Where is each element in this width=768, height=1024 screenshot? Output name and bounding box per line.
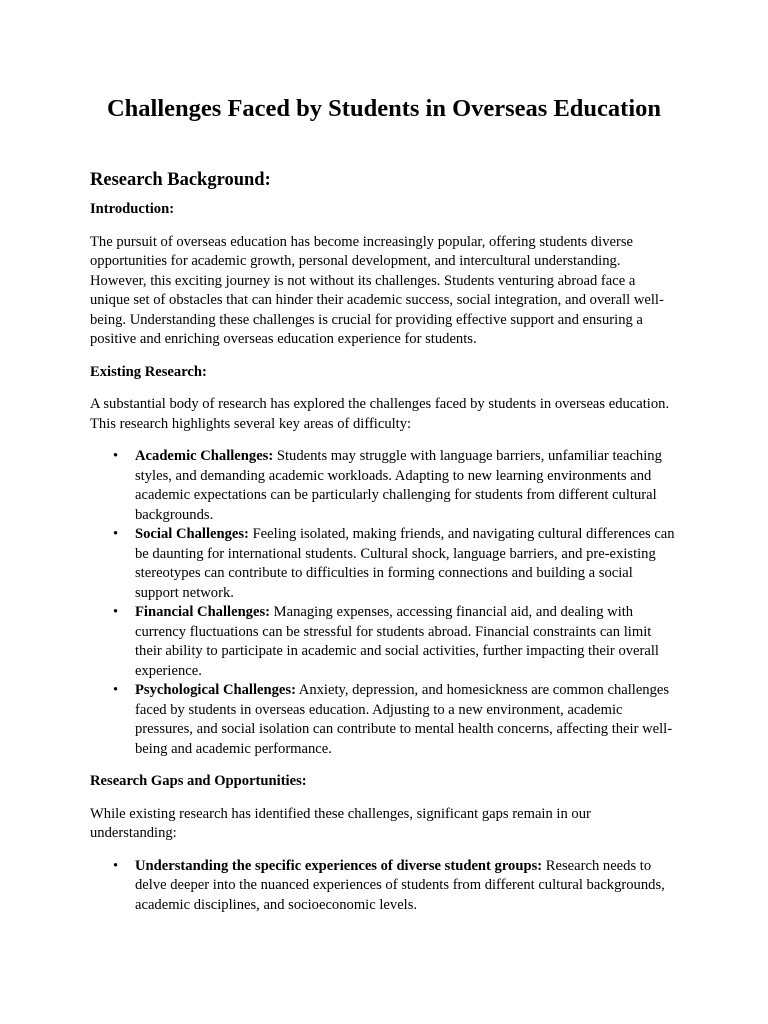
list-item-text: Students may struggle with language barriers, unfamiliar teaching styles, and demanding academic workloads. Adapting to new learning environments and academic expectations can be particularly challenging for students from different cultural backgrounds. xyxy=(135,448,662,523)
list-item xyxy=(113,857,678,916)
list-item-label: Academic Challenges: xyxy=(135,448,274,464)
subheading-existing-research: Existing Research: xyxy=(90,363,207,380)
list-item-text: Managing expenses, accessing financial aid, and dealing with currency fluctuations can be stressful for students abroad. Financial constraints can limit their ability to participate in academic and social activities, further impacting their overall experience. xyxy=(135,604,659,679)
subheading-research-gaps: Research Gaps and Opportunities: xyxy=(90,773,307,789)
list-item xyxy=(113,681,678,759)
list-item-label: Psychological Challenges: xyxy=(135,682,296,698)
paragraph-introduction: The pursuit of overseas education has become increasingly popular, offering students diverse opportunities for academic growth, personal development, and intercultural understanding. However, this exciting journey is not without its challenges. Students venturing abroad face a unique set of obstacles that can hinder their academic success, social integration, and overall well-being. Understanding these challenges is crucial for providing effective support and ensuring a positive and enriching overseas education experience for students. xyxy=(90,233,664,347)
bullet-icon: • xyxy=(113,448,119,464)
paragraph-research-gaps: While existing research has identified these challenges, significant gaps remain in our understanding: xyxy=(90,805,591,841)
section-heading-research-background: Research Background: xyxy=(90,170,271,190)
subheading-introduction: Introduction: xyxy=(90,201,175,217)
existing-research-list xyxy=(90,447,678,759)
list-item-text: Anxiety, depression, and homesickness are common challenges faced by students in overseas education. Adjusting to a new environment, academic pressures, and social isolation can contribute to mental health concerns, affecting their well-being and academic performance. xyxy=(135,682,673,757)
list-item-label: Social Challenges: xyxy=(135,526,249,542)
list-item-label: Understanding the specific experiences of diverse student groups: xyxy=(135,857,543,874)
list-item-text: Research needs to delve deeper into the nuanced experiences of students from different cultural backgrounds, academic disciplines, and socioeconomic levels. xyxy=(135,857,665,913)
bullet-icon: • xyxy=(113,682,119,698)
list-item xyxy=(113,603,678,681)
research-gaps-list xyxy=(90,857,678,916)
list-item-text: Feeling isolated, making friends, and navigating cultural differences can be daunting for international students. Cultural shock, language barriers, and pre-existing stereotypes can contribute to difficulties in forming connections and building a social support network. xyxy=(135,526,675,601)
bullet-icon: • xyxy=(113,526,119,542)
bullet-icon: • xyxy=(113,857,119,874)
paragraph-existing-research: A substantial body of research has explored the challenges faced by students in overseas education. This research highlights several key areas of difficulty: xyxy=(90,396,670,432)
list-item-label: Financial Challenges: xyxy=(135,604,270,620)
document-title: Challenges Faced by Students in Overseas Education xyxy=(106,95,662,122)
list-item xyxy=(113,447,678,525)
list-item xyxy=(113,525,678,603)
bullet-icon: • xyxy=(113,604,119,620)
